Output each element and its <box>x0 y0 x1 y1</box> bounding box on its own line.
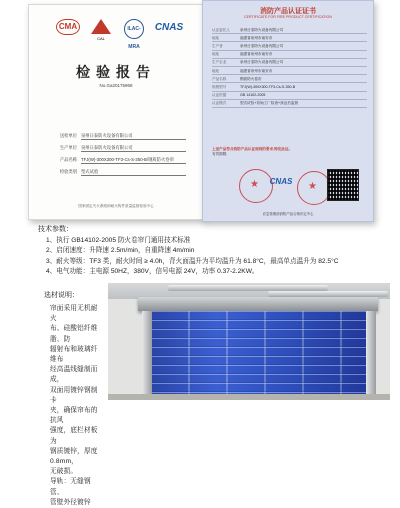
certificate-statement <box>212 147 367 157</box>
certificate-rows <box>212 26 367 108</box>
row-label: 生产者 <box>212 43 223 48</box>
row-label: 认证委托人 <box>212 27 230 32</box>
row-value: 泉州日泰防火设备有限公司 <box>240 43 284 48</box>
fire-curtain <box>152 311 366 400</box>
row-label: 产品名称 <box>212 76 227 81</box>
left-wall <box>108 299 142 400</box>
field-value: 泉州日泰防火设备有限公司 <box>81 145 186 152</box>
report-issuer: 国家固定灭火系统和耐火构件质量监督检验中心 <box>78 204 154 208</box>
red-seal-icon <box>239 169 273 203</box>
material-line: 无破损。 <box>50 468 78 476</box>
cnas-mark: CNAS <box>154 22 184 33</box>
material-line: 辐射布和玻璃纤维布 <box>50 345 98 364</box>
row-value: 型式试验+初始工厂检查+获证后监督 <box>240 101 299 106</box>
floor <box>108 394 390 400</box>
row-label: 认证模式 <box>212 101 227 106</box>
certificate-row <box>212 100 367 108</box>
material-line: 夹，确保帘布的抗风 <box>50 407 98 425</box>
ilac-mark: ILAC-MRA <box>124 19 144 39</box>
material-body <box>44 304 102 508</box>
row-value: 钢质防火卷帘 <box>240 76 262 81</box>
row-label: 规格型号 <box>212 84 227 89</box>
report-title: 检验报告 <box>76 65 156 81</box>
material-description <box>44 290 102 508</box>
cal-caption: CAL <box>97 36 105 41</box>
material-line: 布、硅酸铝纤维脂、防 <box>50 325 98 343</box>
right-wall <box>376 299 390 400</box>
fire-shutter-photo <box>108 283 390 400</box>
red-seal-icon <box>297 171 331 205</box>
parameter-item: 1、执行 GB14102-2005 防火卷帘门通用技术标准 <box>46 236 191 244</box>
technical-parameters <box>38 224 378 278</box>
cnas-logo <box>266 177 296 186</box>
row-label: 认证依据 <box>212 93 227 98</box>
parameter-item: 2、启闭速度：升降速 2.5m/min，自重降速 4m/min <box>46 247 195 254</box>
certificate-row <box>212 75 367 83</box>
cnas-logo <box>151 19 187 38</box>
material-line: 强度，底栏材板为 <box>50 427 98 445</box>
certificate-validity: 有效期限: <box>212 151 228 156</box>
certificate-subtitle: CERTIFICATE FOR FIRE PRODUCT CERTIFICATION <box>244 15 332 19</box>
field-label: 送检单位 <box>59 133 77 138</box>
report-field-row <box>51 145 186 152</box>
cma-logo <box>55 19 81 37</box>
report-field-row <box>51 169 186 176</box>
left-guide-rail <box>142 311 152 400</box>
row-value: GB 14102-2005 <box>240 93 266 98</box>
cal-triangle-icon <box>91 19 111 34</box>
field-label: 产品名称 <box>59 157 77 162</box>
cma-mark: CMA <box>56 19 80 35</box>
row-value: 泉州日泰防火设备有限公司 <box>240 60 284 65</box>
certificate-row <box>212 83 367 91</box>
certificate-row <box>212 51 367 59</box>
material-line: 管壁外径镀锌 <box>50 498 91 506</box>
material-title: 选材说明： <box>44 292 79 299</box>
report-field-row <box>51 133 186 140</box>
parameter-item: 4、电气功能：主电源 50HZ，380V，信号电源 24V，功率 0.37-2.2KW。 <box>46 268 259 275</box>
certificate-row <box>212 67 367 75</box>
roller-box <box>138 297 378 311</box>
row-label: 地址 <box>212 68 220 73</box>
inspection-report <box>28 4 204 220</box>
certificate-title: 消防产品认证证书 <box>260 8 316 15</box>
certificate-row <box>212 42 367 50</box>
row-label: 地址 <box>212 52 220 57</box>
parameters-title: 技术参数： <box>38 226 73 233</box>
row-value: 泉州日泰防火设备有限公司 <box>240 27 284 32</box>
material-line: 经高温线缝制而成， <box>50 366 98 384</box>
material-line: 双面用镀锌钢制卡 <box>50 386 98 404</box>
material-line: 帘面采用无机耐火 <box>50 305 98 323</box>
report-field-row <box>51 157 186 164</box>
certificate-issuer: 应急管理部消防产品合格评定中心 <box>262 212 314 216</box>
row-value: TFJ(W)-300X300-TF3-Cs-S-350-B <box>240 84 296 89</box>
field-label: 生产单位 <box>59 145 77 150</box>
certificate-statement-line: 上述产品符合消防产品认证规则的要求,特发此证。 <box>212 147 293 151</box>
certificate-row <box>212 26 367 34</box>
field-value: 泉州日泰防火设备有限公司 <box>81 133 186 140</box>
ilac-logo <box>121 19 147 50</box>
report-number: No.Ga20175968 <box>99 83 133 88</box>
row-label: 地址 <box>212 35 220 40</box>
cal-logo <box>89 19 113 42</box>
row-value: 福建省泉州市南安市 <box>240 68 273 73</box>
cnas-mark: CNAS <box>269 177 293 186</box>
report-fields <box>51 133 186 181</box>
right-guide-rail <box>366 311 376 400</box>
row-value: 福建省泉州市南安市 <box>240 52 273 57</box>
material-line: 导轨：无缝钢管、 <box>50 478 91 496</box>
parameter-item: 3、耐火等级：TF3 类，耐火时间 ≥ 4.0h，背火面温升为平均温升为 61.8°C，最高单点温升为 82.5°C <box>46 257 339 265</box>
field-label: 检验类别 <box>59 169 77 174</box>
row-label: 生产企业 <box>212 60 227 65</box>
row-value: 福建省泉州市南安市 <box>240 35 273 40</box>
certification-certificate <box>202 0 374 222</box>
certificate-row <box>212 34 367 42</box>
qr-code-icon <box>327 169 359 201</box>
certificate-row <box>212 59 367 67</box>
material-line: 钢质镀锌，厚度0.8mm， <box>50 447 98 466</box>
accreditation-logos <box>55 19 185 49</box>
certificate-row <box>212 92 367 100</box>
field-value: TFJ(W)-300X300-TF3-Cs-S-350-B/钢质防火卷帘 <box>81 157 186 164</box>
field-value: 型式试验 <box>81 169 186 176</box>
